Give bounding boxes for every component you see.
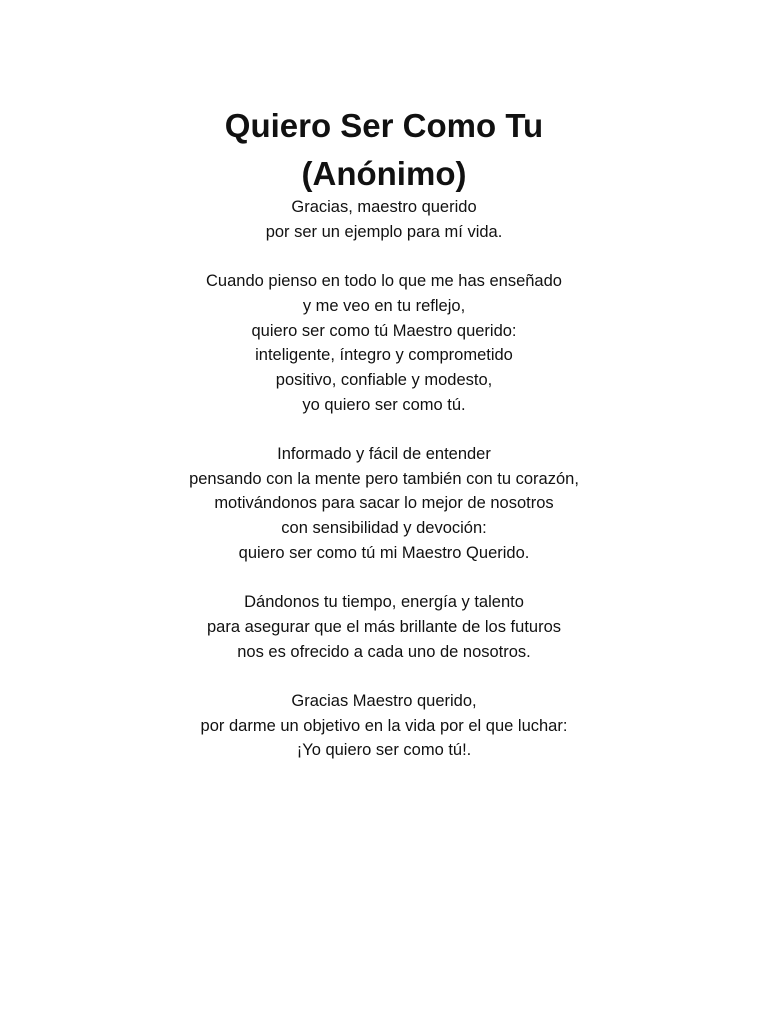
poem-line: Informado y fácil de entender [277,445,491,463]
poem-line: con sensibilidad y devoción: [281,519,487,538]
poem-line: para asegurar que el más brillante de los futuros [206,617,562,636]
poem-line: quiero ser como tú mi Maestro Querido. [238,543,530,562]
poem-line: Gracias, maestro querido [291,198,477,216]
poem-line: nos es ofrecido a cada uno de nosotros. [237,642,531,661]
poem-line: inteligente, íntegro y comprometido [255,346,513,365]
poem-line: quiero ser como tú Maestro querido: [251,321,517,340]
stanza-1 [0,195,768,244]
document-title: Quiero Ser Como Tu [224,107,544,144]
poem-line: yo quiero ser como tú. [302,395,466,414]
poem-line: Cuando pienso en todo lo que me has enseñado [206,272,562,291]
stanza-2 [0,269,768,417]
poem-line: ¡Yo quiero ser como tú!. [296,741,472,760]
stanza-4 [0,590,768,664]
poem-line: pensando con la mente pero también con tu corazón, [189,469,579,488]
poem-line: positivo, confiable y modesto, [275,370,493,389]
stanza-5 [0,689,768,763]
poem-line: por ser un ejemplo para mí vida. [265,222,503,241]
poem-line: y me veo en tu reflejo, [302,296,466,315]
poem-line: por darme un objetivo en la vida por el que luchar: [200,716,568,735]
stanza-3 [0,442,768,566]
poem-line: Gracias Maestro querido, [291,692,477,710]
poem-line: motivándonos para sacar lo mejor de nosotros [214,494,554,513]
document-author: (Anónimo) [301,155,467,192]
poem-body [0,195,768,788]
poem-line: Dándonos tu tiempo, energía y talento [244,593,524,612]
